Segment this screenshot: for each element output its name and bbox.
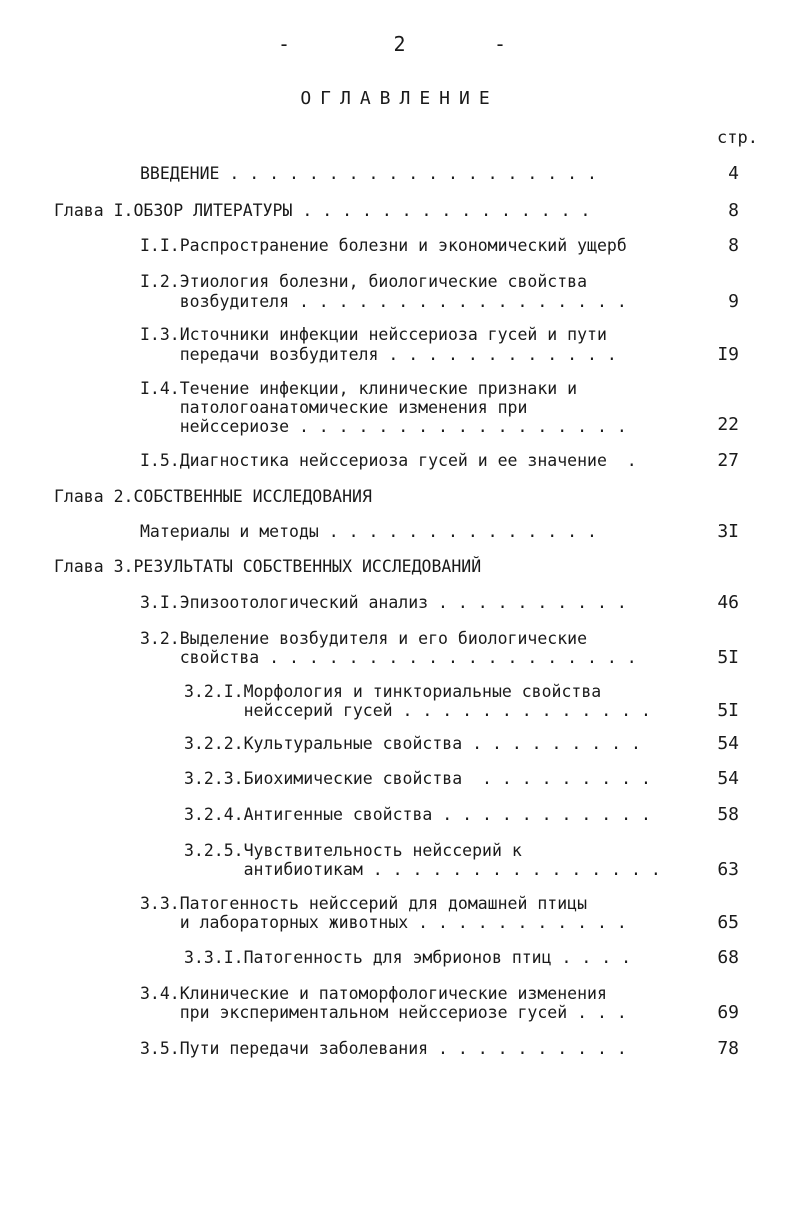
toc-entry-line: и лабораторных животных . . . . . . . . . . . — [140, 913, 627, 932]
page-title: ОГЛАВЛЕНИЕ — [300, 88, 499, 109]
toc-entry-page: 78 — [717, 1038, 739, 1059]
toc-entry-line: антибиотикам . . . . . . . . . . . . . . . — [184, 860, 661, 879]
toc-entry-page: I9 — [717, 344, 739, 365]
page-number-dash-left: - — [278, 32, 291, 56]
toc-entry-line: 3.2.I.Морфология и тинкториальные свойства — [184, 682, 602, 701]
toc-entry-1-4[interactable] — [0, 379, 799, 459]
toc-entry-3-5[interactable] — [0, 1039, 799, 1119]
toc-entry-line: возбудителя . . . . . . . . . . . . . . . . . — [140, 292, 627, 311]
toc-entry-page: 27 — [717, 450, 739, 471]
toc-entry-line: при экспериментальном нейссериозе гусей . . . — [140, 1003, 627, 1022]
toc-entry-page: 9 — [728, 291, 739, 312]
toc-entry-page: 63 — [717, 859, 739, 880]
toc-entry-line: нейссериозе . . . . . . . . . . . . . . . . . — [140, 417, 627, 436]
toc-entry-line: Материалы и методы . . . . . . . . . . . . . . — [140, 522, 597, 541]
toc-entry-page: 65 — [717, 912, 739, 933]
toc-entry-line: ВВЕДЕНИЕ . . . . . . . . . . . . . . . . . . . — [140, 164, 597, 183]
toc-entry-line: 3.2.5.Чувствительность нейссерий к — [184, 841, 522, 860]
toc-entry-page: 5I — [717, 647, 739, 668]
page-number-dash-right: - — [494, 32, 507, 56]
toc-entry-line: 3.3.Патогенность нейссерий для домашней птицы — [140, 894, 588, 913]
toc-entry-line: I.2.Этиология болезни, биологические свойства — [140, 272, 588, 291]
page-number: 2 — [393, 32, 406, 56]
toc-entry-line: 3.4.Клинические и патоморфологические изменения — [140, 984, 607, 1003]
toc-entry-line: I.5.Диагностика нейссериоза гусей и ее значение . — [140, 451, 637, 470]
toc-entry-line: I.I.Распространение болезни и экономический ущерб — [140, 236, 627, 255]
toc-entry-page: 54 — [717, 733, 739, 754]
toc-entry-line: Глава 3.РЕЗУЛЬТАТЫ СОБСТВЕННЫХ ИССЛЕДОВАНИЙ — [54, 557, 482, 576]
toc-entry-line: Глава I.ОБЗОР ЛИТЕРАТУРЫ . . . . . . . . . . . . . . . — [54, 201, 591, 220]
toc-entry-page: 69 — [717, 1002, 739, 1023]
toc-entry-line: передачи возбудителя . . . . . . . . . . . . — [140, 345, 617, 364]
toc-entry-line: I.3.Источники инфекции нейссериоза гусей и пути — [140, 325, 607, 344]
toc-entry-line: 3.2.4.Антигенные свойства . . . . . . . . . . . — [184, 805, 651, 824]
toc-entry-line: 3.3.I.Патогенность для эмбрионов птиц . . . . — [184, 948, 632, 967]
page-column-label: стр. — [717, 128, 758, 148]
toc-entry-page: 4 — [728, 163, 739, 184]
toc-entry-line: 3.5.Пути передачи заболевания . . . . . . . . . . — [140, 1039, 627, 1058]
toc-entry-line: 3.2.Выделение возбудителя и его биологические — [140, 629, 588, 648]
toc-entry-page: 5I — [717, 700, 739, 721]
toc-entry-line: Глава 2.СОБСТВЕННЫЕ ИССЛЕДОВАНИЯ — [54, 487, 372, 506]
toc-entry-line: патологоанатомические изменения при — [140, 398, 528, 417]
toc-entry-line: 3.2.2.Культуральные свойства . . . . . . . . . — [184, 734, 641, 753]
toc-entry-line: I.4.Течение инфекции, клинические признаки и — [140, 379, 578, 398]
toc-entry-line: 3.I.Эпизоотологический анализ . . . . . . . . . . — [140, 593, 627, 612]
toc-entry-page: 54 — [717, 768, 739, 789]
toc-entry-page: 3I — [717, 521, 739, 542]
toc-entry-line: 3.2.3.Биохимические свойства . . . . . . . . . — [184, 769, 651, 788]
toc-entry-page: 8 — [728, 235, 739, 256]
toc-entry-page: 46 — [717, 592, 739, 613]
toc-entry-line: нейссерий гусей . . . . . . . . . . . . . — [184, 701, 651, 720]
toc-entry-page: 22 — [717, 414, 739, 435]
toc-entry-page: 58 — [717, 804, 739, 825]
toc-entry-line: свойства . . . . . . . . . . . . . . . . . . . — [140, 648, 637, 667]
toc-entry-page: 68 — [717, 947, 739, 968]
toc-entry-page: 8 — [728, 200, 739, 221]
